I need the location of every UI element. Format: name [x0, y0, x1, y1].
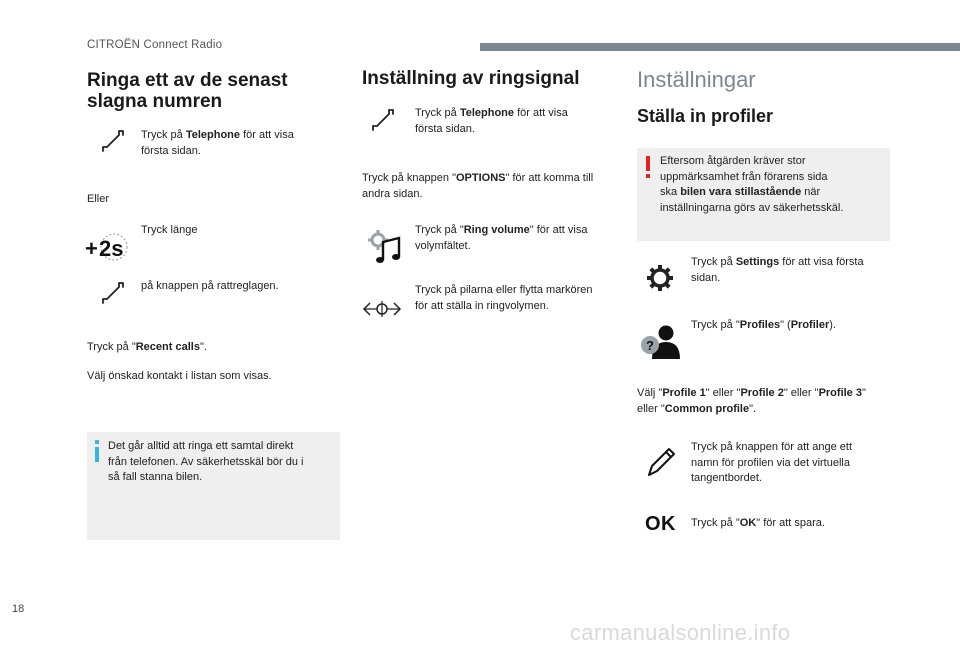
or-text: Eller [87, 193, 110, 205]
gear-icon [646, 264, 674, 292]
phone-handset-icon [100, 128, 126, 154]
step-steering-button: på knappen på rattreglagen. [141, 280, 279, 292]
phone-handset-icon [370, 107, 396, 133]
page-number: 18 [12, 603, 25, 615]
slider-arrows-icon [362, 299, 402, 319]
step-telephone: Tryck på Telephone för att visa första sidan. [415, 107, 568, 135]
svg-text:?: ? [646, 338, 654, 353]
step-long-press: Tryck länge [141, 224, 198, 236]
step-select-contact: Välj önskad kontakt i listan som visas. [87, 370, 272, 382]
subheading-profiles: Ställa in profiler [637, 106, 774, 126]
warning-note-text: Eftersom åtgärden kräver stor uppmärksamhet från förarens sida ska bilen vara stillastående när inställningarna görs av säkerhetsskäl. [660, 155, 844, 214]
step-telephone: Tryck på Telephone för att visa första sidan. [141, 129, 294, 157]
step-select-profile: Välj "Profile 1" eller "Profile 2" eller "Profile 3" eller "Common profile". [637, 387, 866, 415]
step-recent-calls: Tryck på "Recent calls". [87, 341, 207, 353]
header-title: CITROËN Connect Radio [87, 39, 223, 51]
ring-volume-icon [367, 229, 405, 267]
heading-line: Ringa ett av de senast [87, 70, 288, 91]
header-bar [480, 43, 960, 51]
watermark: carmanualsonline.info [570, 620, 791, 645]
svg-text:+: + [85, 236, 98, 261]
section-heading-recent-calls [87, 70, 337, 112]
warning-icon [644, 156, 652, 178]
pencil-icon [646, 446, 676, 478]
ok-icon: OK [645, 513, 676, 535]
section-heading-settings: Inställningar [637, 67, 756, 92]
heading-line: slagna numren [87, 91, 223, 112]
step-ok: Tryck på "OK" för att spara. [691, 517, 825, 529]
section-heading-ringtone: Inställning av ringsignal [362, 68, 580, 89]
long-press-2s-icon [84, 230, 130, 262]
step-edit-name: Tryck på knappen för att ange ett namn för profilen via det virtuella tangentbordet. [691, 441, 853, 484]
phone-handset-icon [100, 280, 126, 306]
step-settings: Tryck på Settings för att visa första sidan. [691, 256, 864, 284]
info-icon [93, 440, 101, 462]
info-note-text: Det går alltid att ringa ett samtal direkt från telefonen. Av säkerhetsskäl bör du i så fall stanna bilen. [108, 440, 304, 483]
step-options: Tryck på knappen "OPTIONS" för att komma till andra sidan. [362, 172, 594, 200]
step-profiles: Tryck på "Profiles" (Profiler). [691, 319, 836, 331]
user-profile-icon [640, 323, 682, 359]
svg-text:2s: 2s [99, 236, 124, 261]
step-slider: Tryck på pilarna eller flytta markören för att ställa in ringvolymen. [415, 284, 593, 312]
step-ring-volume: Tryck på "Ring volume" för att visa volymfältet. [415, 224, 588, 252]
